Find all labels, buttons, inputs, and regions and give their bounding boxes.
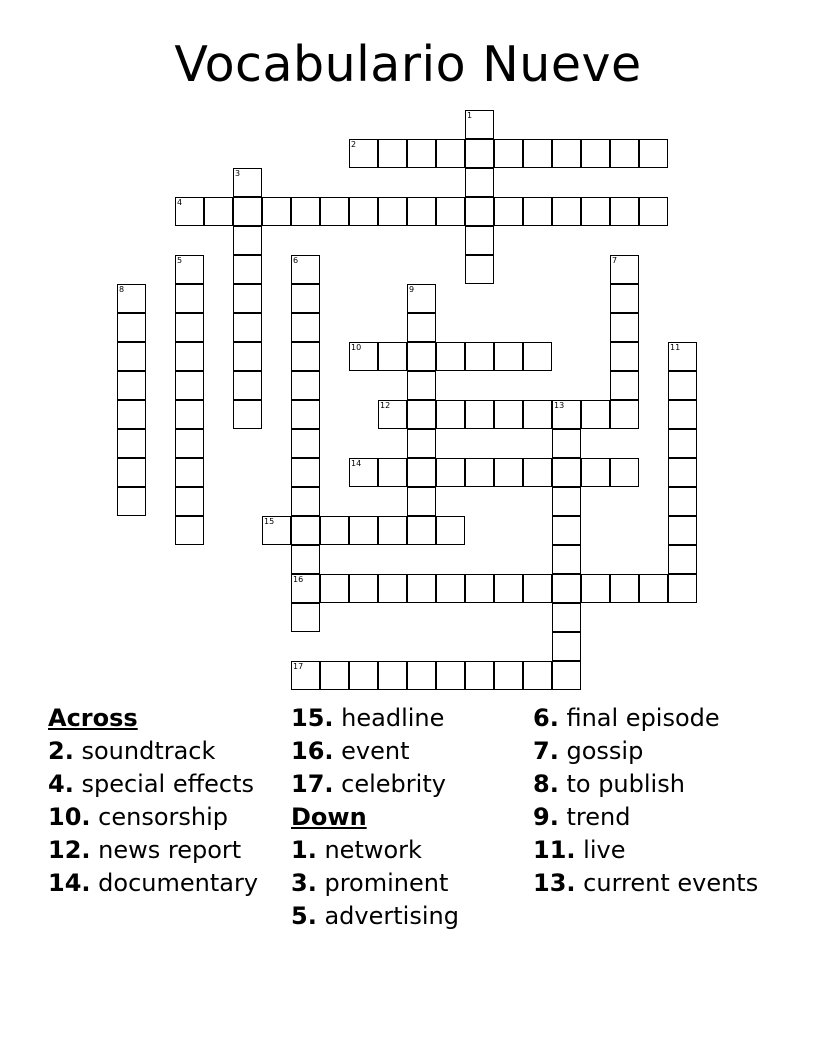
grid-cell[interactable] (175, 255, 204, 284)
grid-cell[interactable] (175, 487, 204, 516)
grid-cell[interactable] (552, 458, 581, 487)
grid-cell[interactable] (407, 342, 436, 371)
grid-cell[interactable] (320, 574, 349, 603)
grid-cell[interactable] (552, 632, 581, 661)
grid-cell[interactable] (175, 516, 204, 545)
grid-cell[interactable] (349, 342, 378, 371)
grid-cell[interactable] (465, 574, 494, 603)
grid-cell[interactable] (436, 458, 465, 487)
grid-cell[interactable] (668, 342, 697, 371)
clue-across-16: 16. event (291, 737, 410, 765)
grid-cell[interactable] (668, 371, 697, 400)
grid-cell[interactable] (291, 545, 320, 574)
grid-cell[interactable] (465, 110, 494, 139)
cell-number: 8 (119, 285, 125, 294)
cell-number: 4 (177, 198, 183, 207)
cell-number: 11 (670, 343, 681, 352)
grid-cell[interactable] (117, 458, 146, 487)
grid-cell[interactable] (523, 400, 552, 429)
cell-number: 15 (264, 517, 275, 526)
grid-cell[interactable] (117, 487, 146, 516)
clue-down-8: 8. to publish (533, 770, 685, 798)
grid-cell[interactable] (552, 574, 581, 603)
cell-number: 5 (177, 256, 183, 265)
grid-cell[interactable] (175, 313, 204, 342)
cell-number: 16 (293, 575, 304, 584)
grid-cell[interactable] (465, 400, 494, 429)
clue-down-3: 3. prominent (291, 869, 449, 897)
grid-cell[interactable] (378, 661, 407, 690)
grid-cell[interactable] (117, 284, 146, 313)
grid-cell[interactable] (291, 400, 320, 429)
clue-down-13: 13. current events (533, 869, 759, 897)
clue-across-10: 10. censorship (48, 803, 228, 831)
grid-cell[interactable] (407, 284, 436, 313)
cell-number: 3 (235, 169, 241, 178)
grid-cell[interactable] (320, 661, 349, 690)
grid-cell[interactable] (465, 661, 494, 690)
clue-down-9: 9. trend (533, 803, 631, 831)
grid-cell[interactable] (552, 603, 581, 632)
grid-cell[interactable] (291, 313, 320, 342)
grid-cell[interactable] (552, 139, 581, 168)
grid-cell[interactable] (349, 139, 378, 168)
grid-cell[interactable] (378, 197, 407, 226)
grid-cell[interactable] (436, 574, 465, 603)
grid-cell[interactable] (291, 429, 320, 458)
cell-number: 6 (293, 256, 299, 265)
grid-cell[interactable] (407, 487, 436, 516)
grid-cell[interactable] (639, 574, 668, 603)
grid-cell[interactable] (175, 458, 204, 487)
grid-cell[interactable] (291, 197, 320, 226)
grid-cell[interactable] (610, 458, 639, 487)
grid-cell[interactable] (610, 400, 639, 429)
clue-down-1: 1. network (291, 836, 422, 864)
grid-cell[interactable] (233, 168, 262, 197)
grid-cell[interactable] (349, 197, 378, 226)
grid-cell[interactable] (668, 458, 697, 487)
grid-cell[interactable] (175, 197, 204, 226)
grid-cell[interactable] (610, 255, 639, 284)
clue-across-12: 12. news report (48, 836, 242, 864)
grid-cell[interactable] (465, 168, 494, 197)
grid-cell[interactable] (668, 516, 697, 545)
grid-cell[interactable] (407, 139, 436, 168)
grid-cell[interactable] (407, 197, 436, 226)
grid-cell[interactable] (378, 458, 407, 487)
grid-cell[interactable] (291, 371, 320, 400)
grid-cell[interactable] (552, 197, 581, 226)
grid-cell[interactable] (494, 139, 523, 168)
grid-cell[interactable] (291, 487, 320, 516)
grid-cell[interactable] (581, 139, 610, 168)
grid-cell[interactable] (610, 574, 639, 603)
grid-cell[interactable] (407, 313, 436, 342)
grid-cell[interactable] (233, 342, 262, 371)
clue-across-15: 15. headline (291, 704, 445, 732)
grid-cell[interactable] (494, 661, 523, 690)
grid-cell[interactable] (494, 197, 523, 226)
cell-number: 2 (351, 140, 357, 149)
grid-cell[interactable] (465, 458, 494, 487)
cell-number: 7 (612, 256, 618, 265)
grid-cell[interactable] (233, 371, 262, 400)
grid-cell[interactable] (523, 458, 552, 487)
grid-cell[interactable] (291, 458, 320, 487)
grid-cell[interactable] (291, 255, 320, 284)
cell-number: 14 (351, 459, 362, 468)
cell-number: 1 (467, 111, 473, 120)
grid-cell[interactable] (291, 284, 320, 313)
grid-cell[interactable] (436, 197, 465, 226)
grid-cell[interactable] (523, 342, 552, 371)
grid-cell[interactable] (668, 545, 697, 574)
grid-cell[interactable] (523, 574, 552, 603)
grid-cell[interactable] (349, 661, 378, 690)
grid-cell[interactable] (581, 400, 610, 429)
grid-cell[interactable] (291, 342, 320, 371)
grid-cell[interactable] (378, 516, 407, 545)
grid-cell[interactable] (407, 429, 436, 458)
grid-cell[interactable] (610, 284, 639, 313)
grid-cell[interactable] (552, 661, 581, 690)
grid-cell[interactable] (552, 487, 581, 516)
grid-cell[interactable] (262, 197, 291, 226)
clue-down-5: 5. advertising (291, 902, 459, 930)
grid-cell[interactable] (407, 574, 436, 603)
grid-cell[interactable] (465, 255, 494, 284)
grid-cell[interactable] (494, 342, 523, 371)
grid-cell[interactable] (610, 197, 639, 226)
grid-cell[interactable] (378, 342, 407, 371)
grid-cell[interactable] (523, 197, 552, 226)
clue-down-7: 7. gossip (533, 737, 644, 765)
grid-cell[interactable] (117, 429, 146, 458)
grid-cell[interactable] (523, 139, 552, 168)
clues-column-2 (291, 704, 526, 935)
grid-cell[interactable] (610, 139, 639, 168)
grid-cell[interactable] (465, 197, 494, 226)
grid-cell[interactable] (233, 313, 262, 342)
grid-cell[interactable] (436, 400, 465, 429)
clues-column-1 (48, 704, 278, 902)
grid-cell[interactable] (349, 574, 378, 603)
grid-cell[interactable] (378, 139, 407, 168)
grid-cell[interactable] (262, 516, 291, 545)
grid-cell[interactable] (494, 458, 523, 487)
grid-cell[interactable] (436, 342, 465, 371)
grid-cell[interactable] (610, 313, 639, 342)
grid-cell[interactable] (407, 516, 436, 545)
cell-number: 13 (554, 401, 565, 410)
grid-cell[interactable] (523, 661, 552, 690)
grid-cell[interactable] (581, 574, 610, 603)
grid-cell[interactable] (494, 574, 523, 603)
grid-cell[interactable] (233, 197, 262, 226)
grid-cell[interactable] (639, 139, 668, 168)
clue-across-4: 4. special effects (48, 770, 255, 798)
page-title: Vocabulario Nueve (174, 36, 642, 93)
grid-cell[interactable] (233, 255, 262, 284)
grid-cell[interactable] (407, 661, 436, 690)
clue-across-14: 14. documentary (48, 869, 259, 897)
grid-cell[interactable] (233, 226, 262, 255)
grid-cell[interactable] (378, 574, 407, 603)
grid-cell[interactable] (407, 371, 436, 400)
grid-cell[interactable] (320, 197, 349, 226)
grid-cell[interactable] (291, 516, 320, 545)
grid-cell[interactable] (465, 226, 494, 255)
grid-cell[interactable] (175, 429, 204, 458)
clue-down-11: 11. live (533, 836, 626, 864)
grid-cell[interactable] (407, 400, 436, 429)
grid-cell[interactable] (639, 197, 668, 226)
clue-across-2: 2. soundtrack (48, 737, 216, 765)
grid-cell[interactable] (117, 342, 146, 371)
grid-cell[interactable] (668, 487, 697, 516)
grid-cell[interactable] (552, 429, 581, 458)
grid-cell[interactable] (668, 400, 697, 429)
grid-cell[interactable] (320, 516, 349, 545)
grid-cell[interactable] (291, 574, 320, 603)
grid-cell[interactable] (175, 371, 204, 400)
grid-cell[interactable] (349, 516, 378, 545)
grid-cell[interactable] (494, 400, 523, 429)
grid-cell[interactable] (552, 516, 581, 545)
grid-cell[interactable] (581, 458, 610, 487)
cell-number: 17 (293, 662, 304, 671)
grid-cell[interactable] (349, 458, 378, 487)
grid-cell[interactable] (233, 400, 262, 429)
cell-number: 12 (380, 401, 391, 410)
clue-across-17: 17. celebrity (291, 770, 446, 798)
grid-cell[interactable] (117, 371, 146, 400)
grid-cell[interactable] (291, 661, 320, 690)
grid-cell[interactable] (610, 342, 639, 371)
grid-cell[interactable] (291, 603, 320, 632)
grid-cell[interactable] (117, 313, 146, 342)
grid-cell[interactable] (552, 400, 581, 429)
grid-cell[interactable] (233, 284, 262, 313)
down-heading: Down (291, 803, 367, 831)
across-heading: Across (48, 704, 138, 732)
grid-cell[interactable] (117, 400, 146, 429)
grid-cell[interactable] (436, 661, 465, 690)
clues-column-3 (533, 704, 773, 902)
cell-number: 9 (409, 285, 415, 294)
grid-cell[interactable] (436, 139, 465, 168)
grid-cell[interactable] (668, 429, 697, 458)
clue-down-6: 6. final episode (533, 704, 720, 732)
grid-cell[interactable] (175, 400, 204, 429)
grid-cell[interactable] (668, 574, 697, 603)
grid-cell[interactable] (581, 197, 610, 226)
grid-cell[interactable] (407, 458, 436, 487)
grid-cell[interactable] (610, 371, 639, 400)
grid-cell[interactable] (465, 139, 494, 168)
grid-cell[interactable] (436, 516, 465, 545)
grid-cell[interactable] (552, 545, 581, 574)
grid-cell[interactable] (204, 197, 233, 226)
grid-cell[interactable] (175, 284, 204, 313)
grid-cell[interactable] (175, 342, 204, 371)
grid-cell[interactable] (378, 400, 407, 429)
grid-cell[interactable] (465, 342, 494, 371)
cell-number: 10 (351, 343, 362, 352)
